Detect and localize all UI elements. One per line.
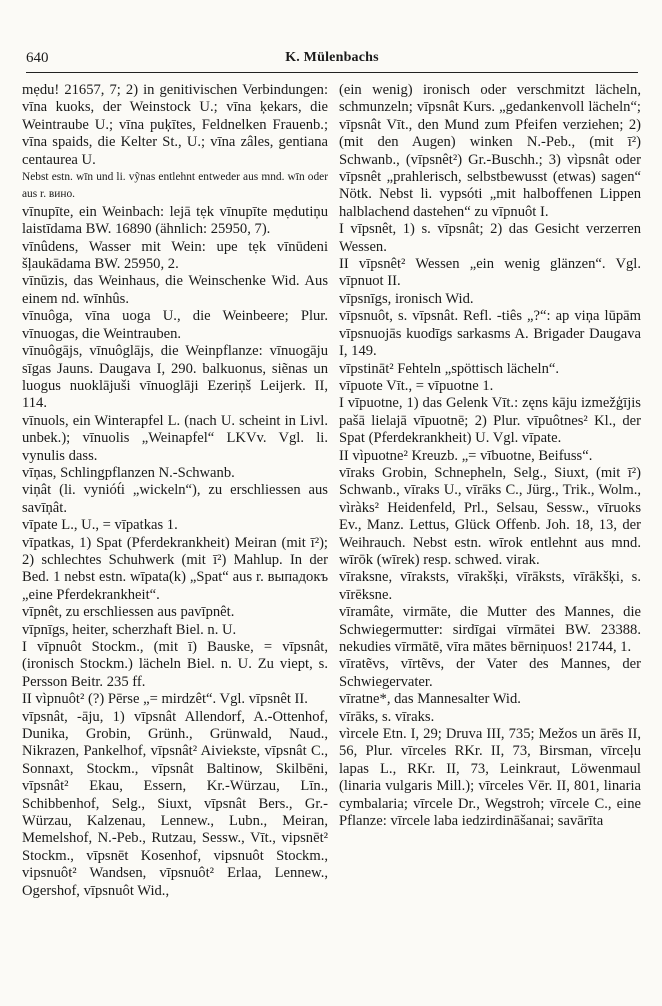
entry-vipate: vīpate L., U., = vīpatkas 1. [22,517,178,534]
running-head: K. Mülenbachs [285,50,379,65]
right-column [339,82,641,830]
entry-vipsnet-1: I vīpsnêt, 1) s. vīpsnât; 2) das Gesicht verzerren Wessen. [339,221,641,255]
entry-vipsnet-2: II vīpsnêt² Wessen „ein wenig glänzen“. Vgl. vīpnuot II. [339,256,641,290]
entry-vinuols: vīnuols, ein Winterapfel L. (nach U. scheint in Livl. unbek.); vīnuolis „Weinapfel“ LKVv. Vgl. li. vynulis dass. [22,412,328,464]
entry-viraks-ref: vīrāks, s. vīraks. [339,708,435,725]
entry-viraksne: vīraksne, vīraksts, vīrakšķi, vīrāksts, vīrākšķi, s. vīrēksne. [339,569,641,603]
entry-vipnuot-1: I vīpnuôt Stockm., (mit ī) Bauske, = vīpsnât, (ironisch Stockm.) lächeln Biel. n. U. Zu viept, s. Persson Beitr. 235 ff. [22,639,328,690]
entry-vinupite: vīnupīte, ein Weinbach: lejā tẹk vīnupīte mẹdutiņu laistīdama BW. 16890 (ähnlich: 25950, 7). [22,203,328,238]
entry-vipuotne-1: I vīpuotne, 1) das Gelenk Vīt.: zęns kāju izmežģījis pašā lielajā vīpuotnē; 2) Plur. vīpuôtnes² Kl., der Spat (Pferdekrankheit) U. Vgl. vīpate. [339,395,641,447]
entry-vinudens: vīnûdens, Wasser mit Wein: upe tẹk vīnūdeni šļaukādama BW. 25950, 2. [22,238,328,273]
entry-viraks: vīraks Grobin, Schnepheln, Selg., Siuxt, (mit ī²) Schwanb., vīraks U., vīrāks C., Jürg., Trik., Wolm., vìràks² Heidenfeld, Prl., Selsau, Sessw., vīruoks Ev., Manz. Lettus, Glück Offenb. Joh. 18, 13, der Weihrauch. Nebst estn. wīrok entlehnt aus mnd. wīrōk (wīrek) resp. schwed. virak. [339,464,641,568]
entry-vipnigs: vīpnīgs, heiter, scherzhaft Biel. n. U. [22,621,237,638]
entry-vinuzis: vīnūzis, das Weinhaus, die Weinschenke Wid. Aus einem nd. wīnhûs. [22,273,328,307]
entry-vinuogajs: vīnuôgājs, vīnuôglājs, die Weinpflanze: vīnuogāju sīgas Jauns. Daugava I, 290. balkuonus, siẽnas un luogus nuoklājuši vīnuoglāji Ezeriņš Leijerk. II, 114. [22,343,328,412]
entry-medu: mẹdu! 21657, 7; 2) in genitivischen Verbindungen: vīna kuoks, der Weinstock U.; vīna ķekars, die Weintraube U.; vīna puķītes, Feldnelken Frauenb.; vīna spaids, die Kelter St., U.; vīna zâles, gentiana centaurea U. [22,82,328,168]
entry-vipsnat-continued: (ein wenig) ironisch oder verschmitzt lächeln, schmunzeln; vīpsnât Kurs. „gedankenvoll lächeln“; vīpsnât Vīt., den Mund zum Pfeifen verziehen; 2) (mit den Augen) winken N.-Peb., (mit ī²) Schwanb., (vīpsnêt²) Gr.-Buschh.; 3) vìpsnât oder vīpsnêt „prahlerisch, selbstbewusst (etwas) sagen“ Nötk. Nebst li. vypsóti „mit halboffenen Lippen halblachend dastehen“ zu vīpnuôt I. [339,82,641,220]
entry-vircele: vìrcele Etn. I, 29; Druva III, 735; Mežos un ārēs II, 56, Plur. vīrceles RKr. II, 73, Birsman, vīrceļu lapas L., RKr. II, 73, Leinkraut, Löwenmaul (linaria vulgaris Mill.); vīrceles Vēr. II, 801, linaria cymbalaria; vīrcele Dr., Wegstroh; vīrcele C., eine Pflanze: vīrcele laba iedzirdināšanai; savārīta [339,726,641,830]
entry-vipsnat: vīpsnât, -āju, 1) vīpsnât Allendorf, A.-Ottenhof, Dunika, Grobin, Grünh., Grünwald, Naud., Nikrazen, Pankelhof, vīpsnât² Aiviekste, vīpsnât C., Sonnaxt, Stockm., vīpsnât Baltinow, Skilbēni, vīpsnât² Ekau, Essern, Kr.-Würzau, Līn., Schibbenhof, Selg., Siuxt, vīpsnât Bers., Gr.-Würzau, Kalzenau, Lennew., Lubn., Meiran, Memelshof, N.-Peb., Rutzau, Sessw., Vīt., vipsnēt² Stockm., vīpsnēt Kosenhof, vipsnuôt Stockm., vipsnuôt² Wandsen, vīpsnuôt² Erlaa, Lennew., Ogershof, vīpsnuôt Wid., [22,708,328,899]
entry-vipnuot-2: II vìpnuôt² (?) Pērse „= mirdzêt“. Vgl. vīpsnêt II. [22,691,308,708]
entry-vinuoga: vīnuôga, vīna uoga U., die Weinbeere; Plur. vīnuogas, die Weintrauben. [22,308,328,342]
etymology-note-vins: Nebst estn. wīn und li. vỹnas entlehnt entweder aus mnd. wīn oder aus r. вино. [22,171,328,201]
entry-viratevs: vīratẽvs, vīrtẽvs, der Vater des Mannes, der Schwiegervater. [339,656,641,690]
entry-vipatkas: vīpatkas, 1) Spat (Pferdekrankheit) Meiran (mit ī²); 2) schlechtes Schuhwerk (mit ī²) Mahlup. In der Bed. 1 nebst estn. wīpata(k) „Spat“ aus r. выпадокъ „eine Pferdekrankheit“. [22,534,328,603]
entry-vinas: vīņas, Schlingpflanzen N.-Schwanb. [22,464,235,481]
entry-vipuote: vīpuote Vīt., = vīpuotne 1. [339,377,494,394]
page-number: 640 [26,50,49,66]
entry-vipsnuot: vīpsnuôt, s. vīpsnât. Refl. -tiês „?“: ap viņa lūpām vīpsnuojās kuodīgs sarkasms A. Brigader Daugava I, 149. [339,308,641,360]
left-column [22,82,328,900]
entry-viramate: vīramâte, virmāte, die Mutter des Mannes, die Schwiegermutter: sirdīgai vīrmātei BW. 23388. nekudies vīrmātē, vīra mātes bērniņuos! 21744, 1. [339,604,641,655]
entry-vipsnigs: vīpsnīgs, ironisch Wid. [339,290,474,307]
entry-viratne: vīratne*, das Mannesalter Wid. [339,691,521,708]
page-header [26,50,638,73]
entry-vipuotne-2: II vìpuotne² Kreuzb. „= vībuotne, Beifuss“. [339,447,593,464]
entry-vinat: viņât (li. vyniót́i „wickeln“), zu erschliessen aus savīņât. [22,482,328,516]
entry-vipnet: vīpnêt, zu erschliessen aus pavīpnêt. [22,604,235,621]
entry-vipstinat: vīpstināt² Fehteln „spöttisch lächeln“. [339,360,559,377]
